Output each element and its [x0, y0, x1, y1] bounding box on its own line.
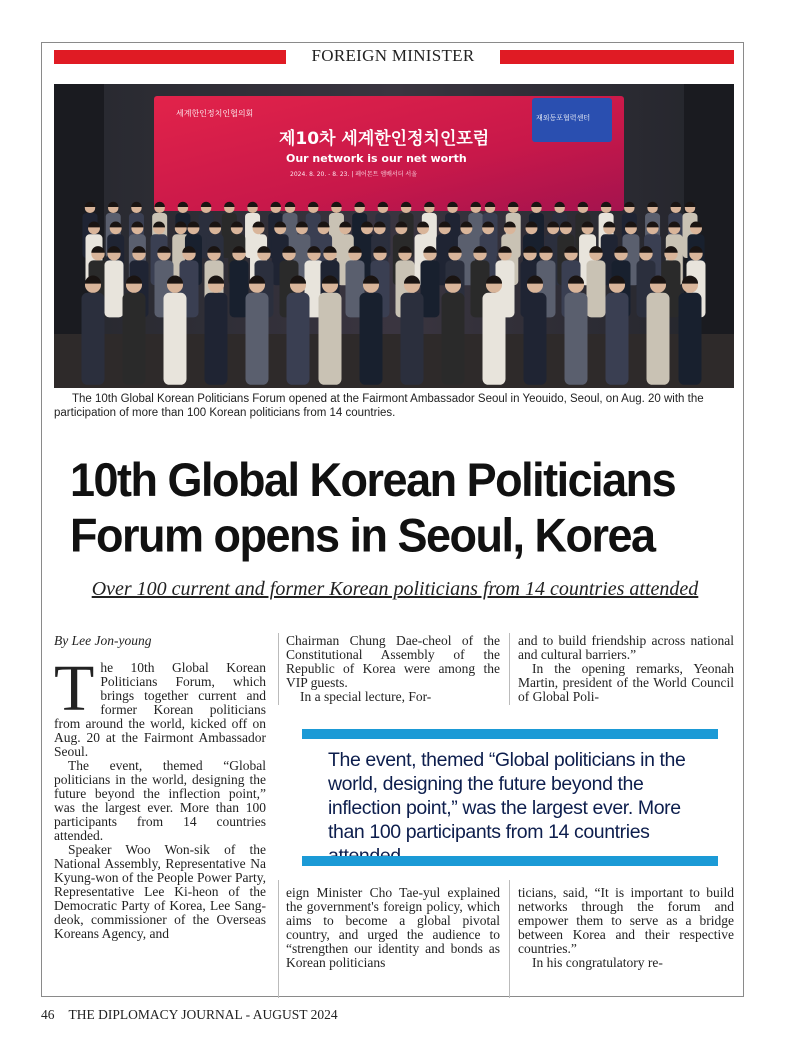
attendee-figure: [565, 293, 588, 385]
subheadline: Over 100 current and former Korean politicians from 14 countries attended: [91, 578, 699, 600]
column-3-top: [518, 634, 734, 704]
paragraph-7: In the opening remarks, Yeonah Martin, president of the World Council of Global Poli-: [518, 661, 734, 704]
attendee-figure: [587, 260, 606, 317]
section-bar-left: [54, 50, 286, 64]
pullquote-bar-top: [302, 729, 718, 739]
pullquote-bar-bottom: [302, 856, 718, 866]
paragraph-8: eign Minister Cho Tae-yul explained the government's foreign policy, which aims to become a global pivotal country, and urged the audience to “strengthen our identity and bonds as Korean politicians: [286, 885, 500, 970]
attendee-figure: [442, 293, 465, 385]
headline: [70, 452, 740, 563]
attendee-figure: [401, 293, 424, 385]
paragraph-2: The event, themed “Global politicians in the world, designing the future beyond the inflection point,” was the largest ever. More than 100 participants from 14 countries attended.: [54, 758, 266, 843]
column-2-top: [286, 634, 500, 704]
attendee-figure: [360, 293, 383, 385]
attendee-figure: [82, 293, 105, 385]
section-label: FOREIGN MINISTER: [311, 46, 475, 65]
drop-cap: T: [54, 652, 95, 725]
column-rule: [278, 633, 279, 705]
attendee-figure: [647, 293, 670, 385]
attendee-figure: [319, 293, 342, 385]
event-photo: [54, 84, 734, 388]
photo-caption: The 10th Global Korean Politicians Forum opened at the Fairmont Ambassador Seoul in Yeouido, Seoul, on Aug. 20 with the participation of more than 100 Korean politicians from 14 countries.: [54, 393, 704, 419]
lead-text: he 10th Global Korean Politicians Forum, which brings together current and former Korean politicians from around the world, kicked off on Aug. 20 at the Fairmont Ambassador Seoul.: [54, 660, 266, 759]
pullquote: The event, themed “Global politicians in the world, designing the future beyond the inflection point,” was the largest ever. More than 100 participants from 14 countries: [328, 749, 686, 843]
attendee-figure: [205, 293, 228, 385]
attendee-figure: [483, 293, 506, 385]
attendee-figure: [606, 293, 629, 385]
paragraph-10: In his congratulatory re-: [532, 955, 663, 970]
attendee-figure: [287, 293, 310, 385]
column-3-bottom: [518, 886, 734, 970]
attendee-figure: [123, 293, 146, 385]
page-number: 46: [41, 1007, 55, 1022]
section-bar-right: [500, 50, 734, 64]
headline-line-2: Forum opens in Seoul, Korea: [70, 508, 655, 563]
paragraph-6: and to build friendship across national and cultural barriers.”: [518, 633, 734, 662]
column-rule: [509, 633, 510, 705]
attendee-figure: [105, 260, 124, 317]
attendee-figure: [524, 293, 547, 385]
column-1: [54, 634, 266, 941]
byline: By Lee Jon-young: [54, 633, 152, 648]
attendee-figure: [164, 293, 187, 385]
banner-org: 세계한인정치인협의회: [176, 109, 254, 118]
attendee-figure: [679, 293, 702, 385]
paragraph-5: In a special lecture, For-: [300, 689, 432, 704]
lead-paragraph: [54, 652, 266, 759]
publication-name: THE DIPLOMACY JOURNAL - AUGUST 2024: [68, 1007, 338, 1022]
paragraph-9: ticians, said, “It is important to build networks through the forum and empower them to serve as a bridge between Korea and their respective countries.”: [518, 885, 734, 956]
banner-title: 제10차 세계한인정치인포럼: [279, 129, 490, 149]
event-photo-illustration: [54, 84, 734, 388]
column-rule: [509, 880, 510, 998]
banner-date: 2024. 8. 20. - 8. 23. | 페어몬트 앰배서더 서울: [290, 171, 418, 178]
paragraph-3: Speaker Woo Won-sik of the National Assembly, Representative Na Kyung-won of the People Power Party, Representative Lee Ki-heon of the Democratic Party of Korea, Lee Sang-deok, commissioner of the Overseas Koreans Agency, and: [54, 842, 266, 941]
paragraph-4: Chairman Chung Dae-cheol of the Constitutional Assembly of the Republic of Korea were among the VIP guests.: [286, 633, 500, 690]
banner-slogan: Our network is our net worth: [286, 152, 467, 165]
headline-line-1: 10th Global Korean Politicians: [70, 453, 676, 507]
column-2-bottom: [286, 886, 500, 970]
page-footer: [41, 1007, 338, 1023]
banner-logo: 재외동포협력센터: [536, 114, 591, 122]
attendee-figure: [246, 293, 269, 385]
column-rule: [278, 880, 279, 998]
